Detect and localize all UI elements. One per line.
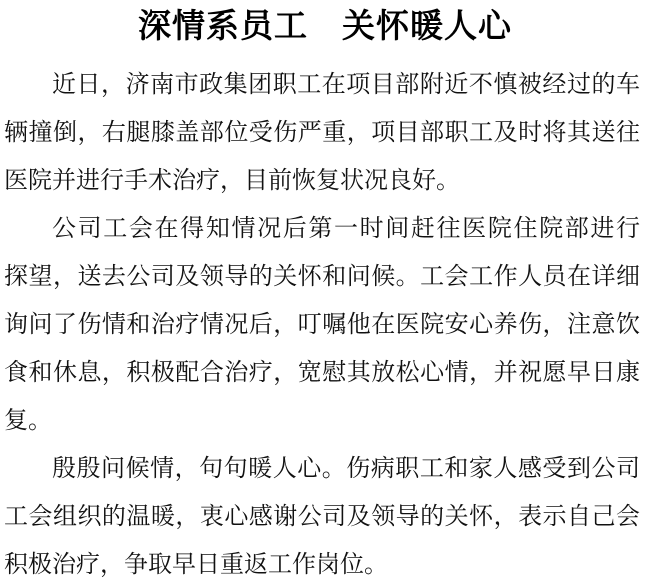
text-line: 工会组织的温暖，衷心感谢公司及领导的关怀，表示自己会: [4, 504, 640, 530]
text-line: 医院并进行手术治疗，目前恢复状况良好。: [4, 168, 460, 194]
text-line: 探望，送去公司及领导的关怀和问候。工会工作人员在详细: [4, 264, 640, 290]
text-line: 积极治疗，争取早日重返工作岗位。: [4, 552, 388, 578]
paragraph: [4, 61, 640, 205]
text-line: 询问了伤情和治疗情况后，叮嘱他在医院安心养伤，注意饮: [4, 312, 640, 338]
text-line: 辆撞倒，右腿膝盖部位受伤严重，项目部职工及时将其送往: [4, 120, 640, 146]
text-line: 复。: [4, 408, 52, 434]
document-title: 深情系员工 关怀暖人心: [138, 9, 512, 45]
text-line: 食和休息，积极配合治疗，宽慰其放松心情，并祝愿早日康: [4, 360, 640, 386]
document-body: [0, 61, 650, 586]
paragraph: [4, 205, 640, 445]
text-line: 近日，济南市政集团职工在项目部附近不慎被经过的车: [52, 72, 640, 98]
paragraph: [4, 445, 640, 586]
text-line: 殷殷问候情，句句暖人心。伤病职工和家人感受到公司: [52, 456, 640, 482]
text-line: 公司工会在得知情况后第一时间赶往医院住院部进行: [52, 216, 640, 242]
